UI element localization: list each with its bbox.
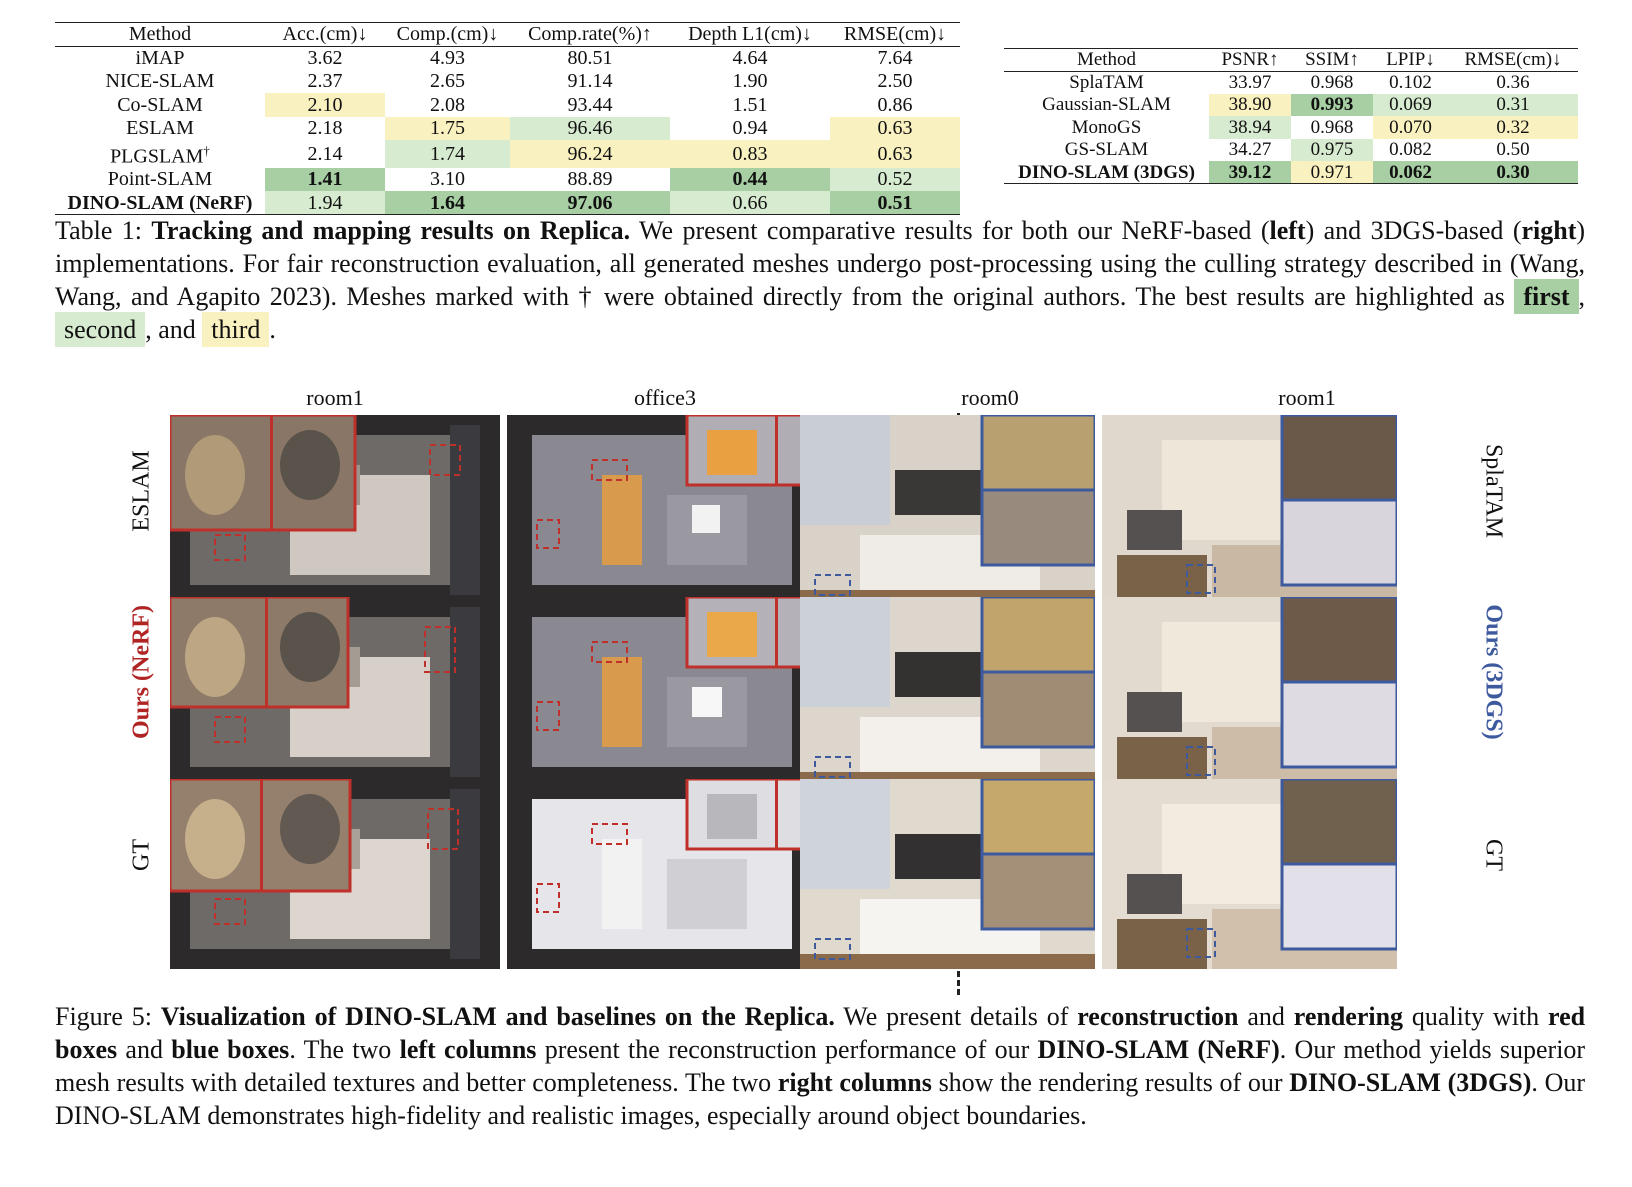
mesh-panel-office3-gt: [507, 779, 817, 969]
cell: 0.070: [1373, 116, 1448, 139]
caption-text: ) implementations. For fair reconstruction evaluation, all generated meshes undergo post-processing using the culling strategy described in (Wang, Wang, and Agapito 2023). Meshes marked with † were obtained directly from the original authors. The best results are highlighted as: [55, 216, 1586, 311]
table-left-replica: [55, 22, 960, 215]
table-row: [1004, 71, 1578, 94]
cell: 2.65: [430, 70, 465, 93]
render-panel-room1-gt: [1102, 779, 1397, 969]
cell: 38.90: [1209, 94, 1291, 117]
header-comp-rate: Comp.rate(%)↑: [528, 23, 652, 46]
caption-label: Table 1:: [55, 216, 142, 245]
render-panel-room0-ours: [800, 597, 1095, 787]
cell: 0.32: [1448, 116, 1578, 139]
legend-third: third: [202, 312, 269, 347]
caption-bold: right columns: [777, 1068, 932, 1097]
figure-5: [130, 385, 1510, 995]
table-right-replica: [1004, 48, 1578, 184]
row-label-gt-left: GT: [128, 839, 155, 871]
table-row: [1004, 94, 1578, 117]
caption-text: show the rendering results of our: [938, 1068, 1283, 1097]
cell: 2.08: [430, 93, 465, 116]
cell: 0.31: [1448, 94, 1578, 117]
row-method: MonoGS: [1071, 116, 1142, 138]
row-method: NICE-SLAM: [105, 70, 215, 93]
table-row: [55, 117, 960, 141]
cell: 0.63: [830, 140, 960, 168]
cell: 0.50: [1496, 139, 1530, 161]
cell: 0.63: [830, 117, 960, 141]
caption-text: and: [1247, 1002, 1285, 1031]
caption-bold: blue boxes: [171, 1035, 290, 1064]
row-method: Gaussian-SLAM: [1042, 94, 1171, 116]
caption-text: We present comparative results for both our NeRF-based (: [639, 216, 1270, 245]
row-label-eslam: ESLAM: [128, 450, 155, 532]
table-row: [55, 168, 960, 192]
render-panel-room0-splatam: [800, 415, 1095, 605]
cell: 96.46: [510, 117, 670, 141]
header-comp: Comp.(cm)↓: [396, 23, 499, 46]
cell: 0.971: [1291, 161, 1373, 184]
cell: 0.069: [1373, 94, 1448, 117]
caption-bold: DINO-SLAM (3DGS): [1289, 1068, 1532, 1097]
row-method: [55, 140, 265, 168]
cell: 0.66: [670, 191, 830, 215]
row-label-gt-right: GT: [1480, 839, 1507, 871]
dagger-mark: †: [203, 143, 210, 158]
row-label-ours-nerf: Ours (NeRF): [128, 605, 155, 739]
cell: 1.75: [385, 117, 510, 141]
cell: 0.51: [830, 191, 960, 215]
table-row: [1004, 161, 1578, 184]
caption-text: , and: [145, 315, 196, 344]
render-panel-room1-ours: [1102, 597, 1397, 787]
caption-bold: left: [1269, 216, 1306, 245]
cell: 38.94: [1209, 116, 1291, 139]
cell: 0.94: [732, 117, 768, 140]
caption-bold: DINO-SLAM (NeRF): [1037, 1035, 1280, 1064]
caption-title: Tracking and mapping results on Replica.: [151, 216, 631, 245]
table-caption: [55, 214, 1585, 346]
header-lpip: LPIP↓: [1386, 49, 1435, 71]
header-ssim: SSIM↑: [1305, 49, 1359, 71]
render-panel-room1-splatam: [1102, 415, 1397, 605]
cell: 0.968: [1310, 72, 1354, 93]
cell: 1.41: [265, 168, 385, 192]
cell: 7.64: [877, 47, 913, 69]
mesh-panel-room1-gt: [170, 779, 500, 969]
table-row: [55, 93, 960, 117]
cell: 34.27: [1228, 139, 1272, 161]
col-title-room0: room0: [961, 385, 1019, 410]
cell: 1.74: [385, 140, 510, 168]
row-method: GS-SLAM: [1064, 139, 1149, 161]
row-method: Point-SLAM: [107, 168, 213, 191]
table-row: [55, 70, 960, 94]
cell: 0.83: [670, 140, 830, 168]
cell: 2.14: [307, 142, 343, 165]
cell: 0.44: [670, 168, 830, 192]
mesh-panel-room1-ours: [170, 597, 500, 787]
cell: 0.102: [1389, 72, 1432, 93]
col-title-room1-right: room1: [1278, 385, 1336, 410]
cell: 93.44: [567, 93, 613, 116]
cell: 2.10: [265, 93, 385, 117]
cell: 0.36: [1496, 72, 1530, 93]
cell: 2.18: [307, 117, 343, 140]
cell: 1.94: [265, 191, 385, 215]
cell: 2.37: [307, 70, 343, 93]
cell: 1.90: [732, 70, 768, 93]
header-depth-l1: Depth L1(cm)↓: [688, 23, 812, 46]
cell: 2.50: [877, 70, 913, 93]
caption-text: ,: [1578, 282, 1586, 311]
render-panel-room0-gt: [800, 779, 1095, 969]
cell: 97.06: [510, 191, 670, 215]
cell: 33.97: [1228, 72, 1272, 93]
caption-label: Figure 5:: [55, 1002, 152, 1031]
cell: 0.30: [1448, 161, 1578, 184]
cell: 0.52: [830, 168, 960, 192]
caption-bold: right: [1521, 216, 1577, 245]
table-header-row: [55, 23, 960, 47]
header-rmse: RMSE(cm)↓: [843, 23, 947, 46]
row-method: iMAP: [135, 47, 185, 69]
row-method: SplaTAM: [1069, 72, 1144, 93]
cell: 1.64: [385, 191, 510, 215]
caption-text: quality with: [1411, 1002, 1540, 1031]
caption-text: . Our method yields superior mesh results with detailed textures and better completeness. The two: [55, 1035, 1586, 1097]
caption-bold: reconstruction: [1077, 1002, 1239, 1031]
table-header-row: [1004, 49, 1578, 72]
cell: 91.14: [567, 70, 613, 93]
cell: 1.51: [732, 93, 768, 116]
cell: 0.968: [1310, 116, 1354, 138]
caption-text: present the reconstruction performance of our: [544, 1035, 1030, 1064]
cell: 88.89: [567, 168, 613, 191]
cell: 4.64: [732, 47, 768, 69]
cell: 0.993: [1291, 94, 1373, 117]
row-method: DINO-SLAM (NeRF): [67, 191, 253, 214]
caption-text: ) and 3DGS-based (: [1305, 216, 1522, 245]
legend-second: second: [55, 312, 145, 347]
header-method: Method: [128, 23, 192, 46]
caption-text: We present details of: [843, 1002, 1069, 1031]
legend-first: first: [1514, 279, 1578, 314]
caption-text: . Our DINO-SLAM demonstrates high-fidelity and realistic images, especially around object boundaries.: [55, 1068, 1586, 1130]
cell: 0.86: [877, 93, 913, 116]
header-method: Method: [1076, 49, 1137, 71]
cell: 3.10: [430, 168, 465, 191]
row-method: Co-SLAM: [117, 93, 203, 116]
cell: 0.082: [1389, 139, 1432, 161]
table-row: [55, 191, 960, 215]
caption-text: . The two: [289, 1035, 392, 1064]
row-method: DINO-SLAM (3DGS): [1018, 161, 1195, 183]
caption-bold: rendering: [1293, 1002, 1404, 1031]
mesh-panel-room1-eslam: [170, 415, 500, 605]
table-row: [55, 140, 960, 168]
caption-bold: left columns: [399, 1035, 537, 1064]
table-row: [1004, 116, 1578, 139]
mesh-panel-office3-ours: [507, 597, 817, 787]
row-method: ESLAM: [126, 117, 194, 140]
header-acc: Acc.(cm)↓: [282, 23, 368, 46]
cell: 0.062: [1373, 161, 1448, 184]
cell: 39.12: [1209, 161, 1291, 184]
cell: 3.62: [307, 47, 343, 69]
caption-text: .: [269, 315, 276, 344]
cell: 0.975: [1291, 139, 1373, 162]
table-row: [1004, 139, 1578, 162]
row-label-splatam: SplaTAM: [1480, 443, 1507, 539]
caption-text: and: [125, 1035, 163, 1064]
mesh-panel-office3-eslam: [507, 415, 817, 605]
caption-bold: red boxes: [55, 1002, 1586, 1064]
cell: 80.51: [567, 47, 613, 69]
col-title-room1-left: room1: [306, 385, 364, 410]
header-psnr: PSNR↑: [1221, 49, 1279, 71]
method-name: PLGSLAM: [110, 145, 204, 168]
cell: 96.24: [510, 140, 670, 168]
col-title-office3: office3: [634, 385, 696, 410]
figure-caption: [55, 1000, 1585, 1132]
header-rmse: RMSE(cm)↓: [1464, 49, 1562, 71]
table-row: [55, 46, 960, 70]
caption-title: Visualization of DINO-SLAM and baselines on the Replica.: [160, 1002, 835, 1031]
cell: 4.93: [430, 47, 465, 69]
row-label-ours-3dgs: Ours (3DGS): [1480, 604, 1507, 740]
